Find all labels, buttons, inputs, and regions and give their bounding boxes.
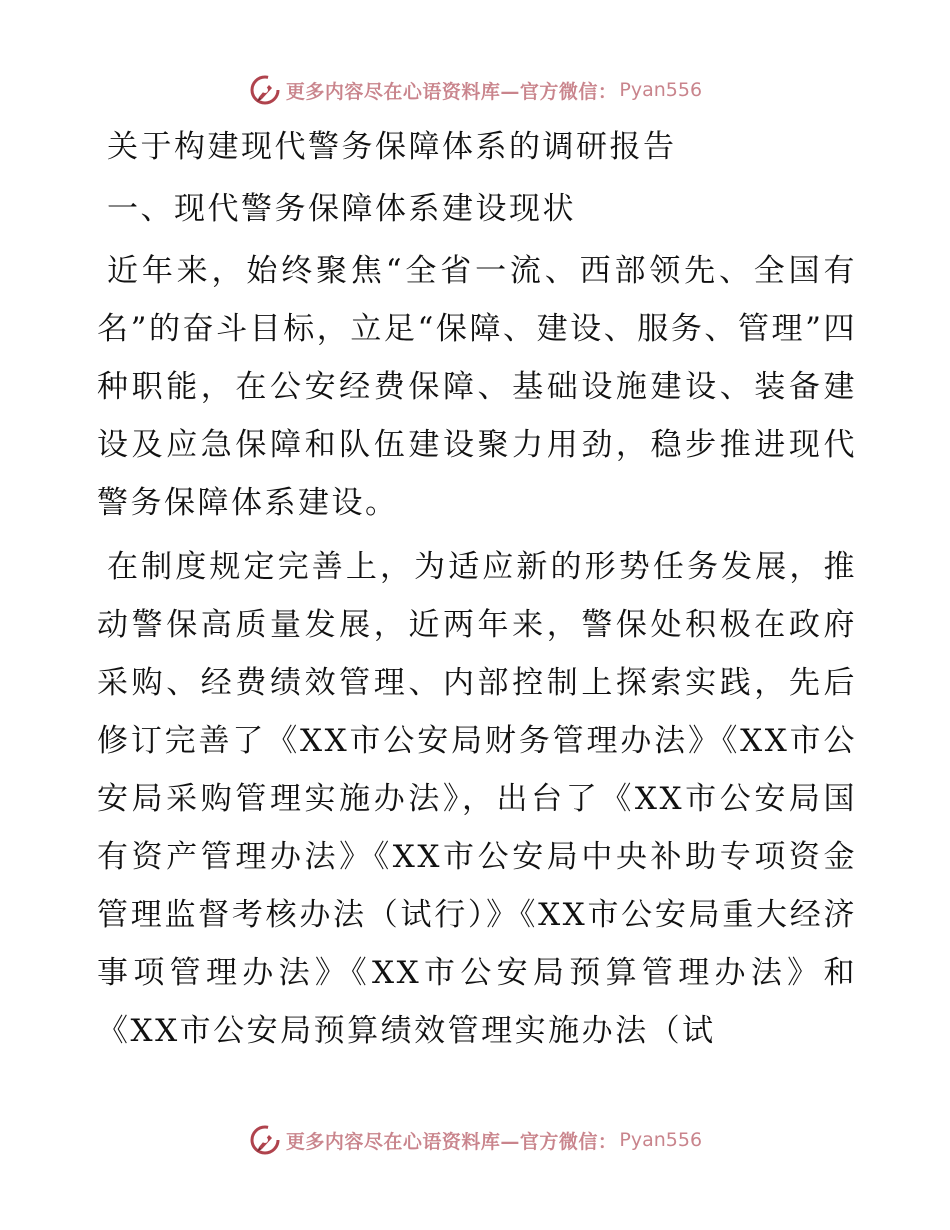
footer-slogan: 更多内容尽在心语资料库—官方微信：	[285, 1130, 618, 1153]
document-title: 关于构建现代警务保障体系的调研报告	[107, 129, 677, 165]
pen-logo-icon	[248, 73, 282, 107]
header-banner	[0, 72, 950, 108]
document-body	[97, 118, 857, 1060]
section-heading: 一、现代警务保障体系建设现状	[107, 191, 576, 227]
header-slogan: 更多内容尽在心语资料库—官方微信：	[285, 80, 618, 103]
header-contact: Pyan556	[619, 79, 703, 101]
footer-contact: Pyan556	[619, 1129, 703, 1151]
pen-logo-icon	[248, 1123, 282, 1157]
footer-banner	[0, 1122, 950, 1158]
paragraph-1: 近年来，始终聚焦“全省一流、西部领先、全国有名”的奋斗目标，立足“保障、建设、服务、管理”四种职能，在公安经费保障、基础设施建设、装备建设及应急保障和队伍建设聚力用劲，稳步推进现代警务保障体系建设。	[97, 253, 857, 521]
paragraph-2: 在制度规定完善上，为适应新的形势任务发展，推动警保高质量发展，近两年来，警保处积极在政府采购、经费绩效管理、内部控制上探索实践，先后修订完善了《XX市公安局财务管理办法》《XX市公安局采购管理实施办法》，出台了《XX市公安局国有资产管理办法》《XX市公安局中央补助专项资金管理监督考核办法（试行）》《XX市公安局重大经济事项管理办法》《XX市公安局预算管理办法》和《XX市公安局预算绩效管理实施办法（试	[97, 549, 857, 1049]
